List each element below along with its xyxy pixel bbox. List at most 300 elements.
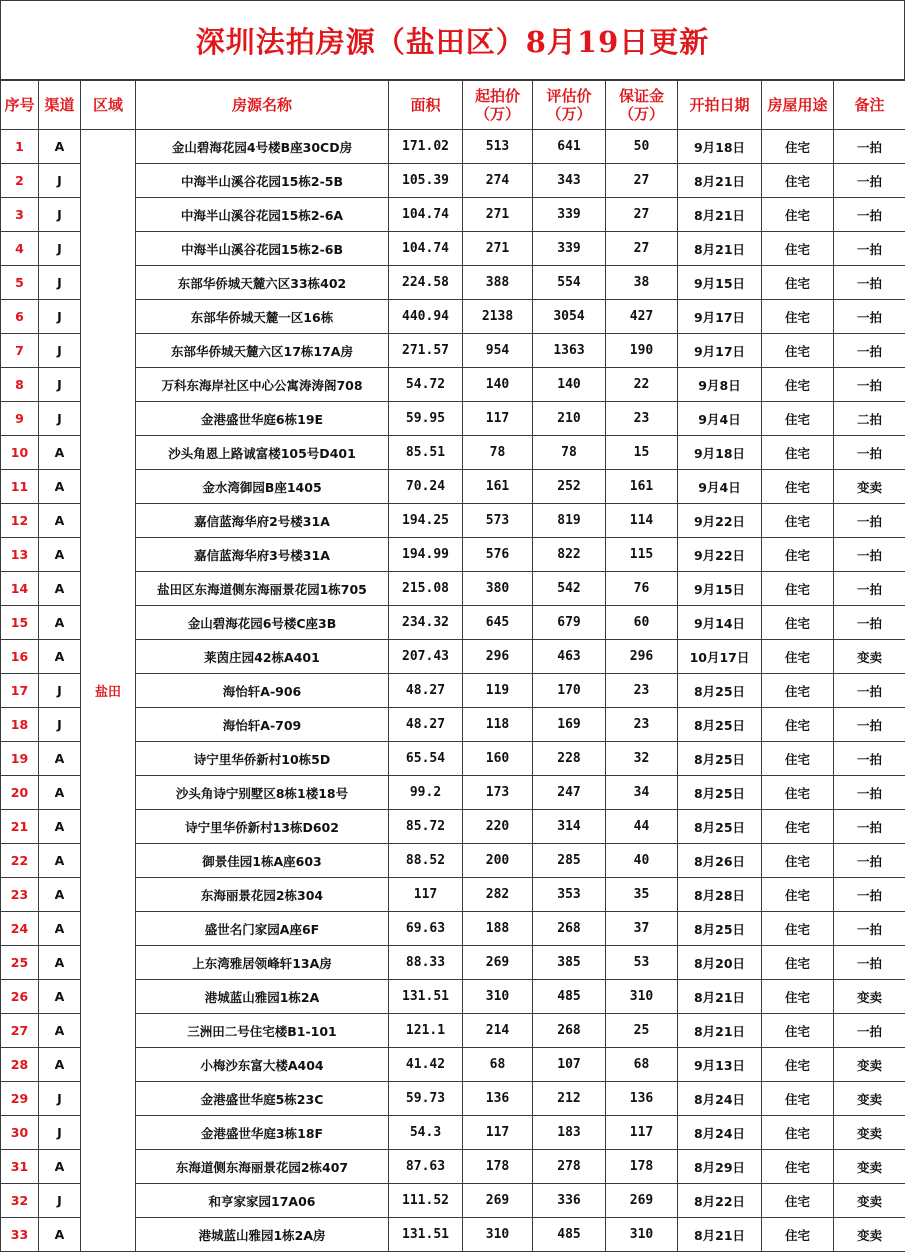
cell-no: 11 xyxy=(1,470,39,504)
cell-deposit: 310 xyxy=(606,1218,678,1252)
cell-usage: 住宅 xyxy=(762,334,834,368)
cell-eval-price: 210 xyxy=(533,402,606,436)
cell-deposit: 32 xyxy=(606,742,678,776)
cell-note: 变卖 xyxy=(834,470,905,504)
cell-usage: 住宅 xyxy=(762,674,834,708)
cell-name: 金港盛世华庭5栋23C xyxy=(136,1082,389,1116)
cell-start-price: 310 xyxy=(463,980,533,1014)
cell-channel: A xyxy=(39,504,81,538)
cell-start-price: 388 xyxy=(463,266,533,300)
cell-channel: J xyxy=(39,1116,81,1150)
cell-area: 69.63 xyxy=(389,912,463,946)
table-row xyxy=(1,300,905,334)
cell-name: 盛世名门家园A座6F xyxy=(136,912,389,946)
cell-deposit: 23 xyxy=(606,674,678,708)
table-row xyxy=(1,708,905,742)
table-row xyxy=(1,742,905,776)
cell-start-price: 117 xyxy=(463,1116,533,1150)
cell-area: 215.08 xyxy=(389,572,463,606)
cell-deposit: 178 xyxy=(606,1150,678,1184)
cell-area: 59.73 xyxy=(389,1082,463,1116)
cell-area: 85.51 xyxy=(389,436,463,470)
cell-name: 莱茵庄园42栋A401 xyxy=(136,640,389,674)
cell-name: 金山碧海花园4号楼B座30CD房 xyxy=(136,130,389,164)
cell-deposit: 296 xyxy=(606,640,678,674)
cell-date: 8月21日 xyxy=(678,232,762,266)
cell-area: 111.52 xyxy=(389,1184,463,1218)
table-row xyxy=(1,368,905,402)
cell-note: 一拍 xyxy=(834,810,905,844)
cell-eval-price: 385 xyxy=(533,946,606,980)
cell-no: 6 xyxy=(1,300,39,334)
cell-no: 29 xyxy=(1,1082,39,1116)
cell-no: 33 xyxy=(1,1218,39,1252)
cell-note: 一拍 xyxy=(834,232,905,266)
cell-usage: 住宅 xyxy=(762,1150,834,1184)
cell-name: 三洲田二号住宅楼B1-101 xyxy=(136,1014,389,1048)
cell-no: 22 xyxy=(1,844,39,878)
cell-channel: J xyxy=(39,368,81,402)
cell-no: 10 xyxy=(1,436,39,470)
listing-table xyxy=(0,80,905,1252)
cell-date: 8月22日 xyxy=(678,1184,762,1218)
cell-channel: A xyxy=(39,1014,81,1048)
cell-eval-price: 278 xyxy=(533,1150,606,1184)
cell-channel: A xyxy=(39,742,81,776)
cell-name: 金港盛世华庭6栋19E xyxy=(136,402,389,436)
cell-usage: 住宅 xyxy=(762,742,834,776)
table-row xyxy=(1,470,905,504)
cell-name: 嘉信蓝海华府3号楼31A xyxy=(136,538,389,572)
cell-usage: 住宅 xyxy=(762,810,834,844)
cell-start-price: 269 xyxy=(463,946,533,980)
cell-eval-price: 183 xyxy=(533,1116,606,1150)
cell-usage: 住宅 xyxy=(762,1014,834,1048)
table-row xyxy=(1,1014,905,1048)
cell-date: 9月22日 xyxy=(678,538,762,572)
table-row xyxy=(1,164,905,198)
cell-area: 41.42 xyxy=(389,1048,463,1082)
cell-no: 14 xyxy=(1,572,39,606)
cell-start-price: 274 xyxy=(463,164,533,198)
cell-deposit: 27 xyxy=(606,198,678,232)
cell-no: 27 xyxy=(1,1014,39,1048)
cell-eval-price: 170 xyxy=(533,674,606,708)
cell-no: 21 xyxy=(1,810,39,844)
cell-date: 9月17日 xyxy=(678,334,762,368)
cell-note: 一拍 xyxy=(834,504,905,538)
cell-start-price: 269 xyxy=(463,1184,533,1218)
cell-usage: 住宅 xyxy=(762,232,834,266)
cell-date: 9月15日 xyxy=(678,572,762,606)
cell-area: 85.72 xyxy=(389,810,463,844)
table-row xyxy=(1,980,905,1014)
table-row xyxy=(1,912,905,946)
cell-area: 87.63 xyxy=(389,1150,463,1184)
cell-name: 金港盛世华庭3栋18F xyxy=(136,1116,389,1150)
cell-note: 一拍 xyxy=(834,878,905,912)
cell-date: 8月25日 xyxy=(678,810,762,844)
cell-area: 171.02 xyxy=(389,130,463,164)
cell-usage: 住宅 xyxy=(762,436,834,470)
cell-usage: 住宅 xyxy=(762,640,834,674)
cell-district: 盐田 xyxy=(81,130,136,1252)
cell-name: 东海丽景花园2栋304 xyxy=(136,878,389,912)
cell-usage: 住宅 xyxy=(762,164,834,198)
cell-no: 16 xyxy=(1,640,39,674)
cell-area: 271.57 xyxy=(389,334,463,368)
cell-eval-price: 268 xyxy=(533,912,606,946)
cell-area: 440.94 xyxy=(389,300,463,334)
cell-note: 一拍 xyxy=(834,164,905,198)
cell-eval-price: 228 xyxy=(533,742,606,776)
cell-usage: 住宅 xyxy=(762,878,834,912)
cell-deposit: 25 xyxy=(606,1014,678,1048)
cell-deposit: 114 xyxy=(606,504,678,538)
cell-name: 海怡轩A-709 xyxy=(136,708,389,742)
cell-deposit: 34 xyxy=(606,776,678,810)
cell-eval-price: 314 xyxy=(533,810,606,844)
cell-name: 小梅沙东富大楼A404 xyxy=(136,1048,389,1082)
cell-date: 9月18日 xyxy=(678,130,762,164)
cell-area: 54.72 xyxy=(389,368,463,402)
cell-date: 9月17日 xyxy=(678,300,762,334)
cell-deposit: 161 xyxy=(606,470,678,504)
cell-usage: 住宅 xyxy=(762,470,834,504)
cell-start-price: 118 xyxy=(463,708,533,742)
cell-area: 104.74 xyxy=(389,198,463,232)
cell-eval-price: 343 xyxy=(533,164,606,198)
header-eval-price: 评估价（万） xyxy=(533,81,606,130)
cell-start-price: 78 xyxy=(463,436,533,470)
cell-note: 变卖 xyxy=(834,1116,905,1150)
cell-note: 一拍 xyxy=(834,266,905,300)
cell-no: 32 xyxy=(1,1184,39,1218)
cell-note: 一拍 xyxy=(834,436,905,470)
cell-eval-price: 463 xyxy=(533,640,606,674)
cell-channel: A xyxy=(39,1048,81,1082)
cell-eval-price: 107 xyxy=(533,1048,606,1082)
cell-start-price: 310 xyxy=(463,1218,533,1252)
cell-start-price: 161 xyxy=(463,470,533,504)
cell-eval-price: 268 xyxy=(533,1014,606,1048)
table-row xyxy=(1,946,905,980)
cell-date: 8月21日 xyxy=(678,980,762,1014)
header-district: 区域 xyxy=(81,81,136,130)
cell-note: 变卖 xyxy=(834,1150,905,1184)
cell-note: 一拍 xyxy=(834,674,905,708)
header-area: 面积 xyxy=(389,81,463,130)
cell-eval-price: 140 xyxy=(533,368,606,402)
cell-area: 224.58 xyxy=(389,266,463,300)
table-row xyxy=(1,402,905,436)
cell-usage: 住宅 xyxy=(762,912,834,946)
cell-date: 8月25日 xyxy=(678,708,762,742)
cell-deposit: 427 xyxy=(606,300,678,334)
cell-name: 港城蓝山雅园1栋2A xyxy=(136,980,389,1014)
cell-deposit: 27 xyxy=(606,164,678,198)
cell-deposit: 15 xyxy=(606,436,678,470)
cell-channel: A xyxy=(39,436,81,470)
table-row xyxy=(1,1150,905,1184)
cell-date: 8月20日 xyxy=(678,946,762,980)
cell-channel: A xyxy=(39,640,81,674)
header-deposit: 保证金（万） xyxy=(606,81,678,130)
cell-area: 121.1 xyxy=(389,1014,463,1048)
cell-area: 48.27 xyxy=(389,674,463,708)
table-row xyxy=(1,1116,905,1150)
cell-note: 一拍 xyxy=(834,198,905,232)
cell-usage: 住宅 xyxy=(762,1082,834,1116)
cell-deposit: 35 xyxy=(606,878,678,912)
cell-usage: 住宅 xyxy=(762,368,834,402)
cell-date: 9月22日 xyxy=(678,504,762,538)
cell-start-price: 188 xyxy=(463,912,533,946)
cell-start-price: 119 xyxy=(463,674,533,708)
cell-name: 东部华侨城天麓六区33栋402 xyxy=(136,266,389,300)
cell-usage: 住宅 xyxy=(762,1116,834,1150)
cell-name: 东部华侨城天麓一区16栋 xyxy=(136,300,389,334)
cell-name: 万科东海岸社区中心公寓涛涛阁708 xyxy=(136,368,389,402)
cell-channel: J xyxy=(39,1184,81,1218)
cell-start-price: 200 xyxy=(463,844,533,878)
cell-channel: J xyxy=(39,402,81,436)
cell-eval-price: 542 xyxy=(533,572,606,606)
cell-start-price: 513 xyxy=(463,130,533,164)
cell-area: 234.32 xyxy=(389,606,463,640)
cell-no: 25 xyxy=(1,946,39,980)
cell-channel: A xyxy=(39,980,81,1014)
cell-name: 金水湾御园B座1405 xyxy=(136,470,389,504)
cell-channel: A xyxy=(39,878,81,912)
cell-date: 8月21日 xyxy=(678,198,762,232)
cell-no: 7 xyxy=(1,334,39,368)
cell-start-price: 173 xyxy=(463,776,533,810)
cell-date: 8月25日 xyxy=(678,912,762,946)
header-date: 开拍日期 xyxy=(678,81,762,130)
cell-name: 中海半山溪谷花园15栋2-6A xyxy=(136,198,389,232)
cell-note: 二拍 xyxy=(834,402,905,436)
cell-deposit: 22 xyxy=(606,368,678,402)
cell-date: 8月26日 xyxy=(678,844,762,878)
cell-channel: A xyxy=(39,946,81,980)
cell-usage: 住宅 xyxy=(762,606,834,640)
cell-channel: A xyxy=(39,606,81,640)
cell-usage: 住宅 xyxy=(762,1218,834,1252)
table-row xyxy=(1,674,905,708)
cell-channel: A xyxy=(39,470,81,504)
cell-note: 一拍 xyxy=(834,538,905,572)
cell-no: 9 xyxy=(1,402,39,436)
cell-usage: 住宅 xyxy=(762,130,834,164)
cell-deposit: 115 xyxy=(606,538,678,572)
cell-eval-price: 169 xyxy=(533,708,606,742)
cell-note: 一拍 xyxy=(834,334,905,368)
cell-channel: A xyxy=(39,810,81,844)
cell-area: 194.25 xyxy=(389,504,463,538)
cell-date: 8月25日 xyxy=(678,776,762,810)
cell-no: 20 xyxy=(1,776,39,810)
cell-no: 23 xyxy=(1,878,39,912)
cell-eval-price: 1363 xyxy=(533,334,606,368)
cell-no: 5 xyxy=(1,266,39,300)
cell-eval-price: 819 xyxy=(533,504,606,538)
cell-note: 变卖 xyxy=(834,1082,905,1116)
cell-date: 8月21日 xyxy=(678,164,762,198)
cell-note: 一拍 xyxy=(834,606,905,640)
cell-deposit: 53 xyxy=(606,946,678,980)
cell-area: 104.74 xyxy=(389,232,463,266)
table-row xyxy=(1,606,905,640)
table-row xyxy=(1,130,905,164)
cell-name: 中海半山溪谷花园15栋2-6B xyxy=(136,232,389,266)
table-row xyxy=(1,198,905,232)
table-row xyxy=(1,266,905,300)
cell-name: 上东湾雅居领峰轩13A房 xyxy=(136,946,389,980)
table-header xyxy=(1,81,905,130)
cell-eval-price: 485 xyxy=(533,1218,606,1252)
cell-usage: 住宅 xyxy=(762,266,834,300)
cell-area: 70.24 xyxy=(389,470,463,504)
table-row xyxy=(1,1184,905,1218)
cell-eval-price: 252 xyxy=(533,470,606,504)
cell-note: 变卖 xyxy=(834,640,905,674)
cell-channel: J xyxy=(39,300,81,334)
cell-no: 30 xyxy=(1,1116,39,1150)
cell-deposit: 50 xyxy=(606,130,678,164)
cell-usage: 住宅 xyxy=(762,980,834,1014)
cell-date: 9月4日 xyxy=(678,470,762,504)
cell-channel: J xyxy=(39,708,81,742)
cell-usage: 住宅 xyxy=(762,572,834,606)
cell-channel: A xyxy=(39,538,81,572)
cell-date: 8月25日 xyxy=(678,674,762,708)
header-channel: 渠道 xyxy=(39,81,81,130)
cell-name: 东部华侨城天麓六区17栋17A房 xyxy=(136,334,389,368)
cell-start-price: 2138 xyxy=(463,300,533,334)
cell-note: 一拍 xyxy=(834,844,905,878)
cell-deposit: 40 xyxy=(606,844,678,878)
cell-name: 盐田区东海道侧东海丽景花园1栋705 xyxy=(136,572,389,606)
cell-start-price: 220 xyxy=(463,810,533,844)
cell-channel: J xyxy=(39,198,81,232)
cell-date: 10月17日 xyxy=(678,640,762,674)
cell-name: 御景佳园1栋A座603 xyxy=(136,844,389,878)
cell-eval-price: 247 xyxy=(533,776,606,810)
cell-no: 18 xyxy=(1,708,39,742)
cell-channel: J xyxy=(39,232,81,266)
cell-area: 105.39 xyxy=(389,164,463,198)
table-row xyxy=(1,504,905,538)
cell-eval-price: 212 xyxy=(533,1082,606,1116)
cell-area: 65.54 xyxy=(389,742,463,776)
cell-start-price: 178 xyxy=(463,1150,533,1184)
cell-channel: A xyxy=(39,844,81,878)
cell-deposit: 38 xyxy=(606,266,678,300)
cell-note: 一拍 xyxy=(834,946,905,980)
cell-date: 9月8日 xyxy=(678,368,762,402)
cell-note: 一拍 xyxy=(834,572,905,606)
cell-usage: 住宅 xyxy=(762,300,834,334)
cell-deposit: 60 xyxy=(606,606,678,640)
table-row xyxy=(1,878,905,912)
cell-deposit: 269 xyxy=(606,1184,678,1218)
cell-area: 207.43 xyxy=(389,640,463,674)
cell-date: 8月24日 xyxy=(678,1116,762,1150)
cell-eval-price: 78 xyxy=(533,436,606,470)
header-no: 序号 xyxy=(1,81,39,130)
cell-note: 一拍 xyxy=(834,300,905,334)
cell-deposit: 23 xyxy=(606,402,678,436)
cell-date: 8月24日 xyxy=(678,1082,762,1116)
cell-start-price: 117 xyxy=(463,402,533,436)
table-row xyxy=(1,776,905,810)
cell-note: 一拍 xyxy=(834,708,905,742)
cell-area: 59.95 xyxy=(389,402,463,436)
cell-no: 15 xyxy=(1,606,39,640)
cell-no: 12 xyxy=(1,504,39,538)
cell-date: 8月21日 xyxy=(678,1218,762,1252)
cell-date: 9月14日 xyxy=(678,606,762,640)
cell-name: 港城蓝山雅园1栋2A房 xyxy=(136,1218,389,1252)
cell-note: 变卖 xyxy=(834,980,905,1014)
cell-eval-price: 339 xyxy=(533,198,606,232)
cell-start-price: 214 xyxy=(463,1014,533,1048)
cell-name: 金山碧海花园6号楼C座3B xyxy=(136,606,389,640)
cell-deposit: 37 xyxy=(606,912,678,946)
cell-note: 一拍 xyxy=(834,776,905,810)
cell-no: 31 xyxy=(1,1150,39,1184)
cell-date: 8月28日 xyxy=(678,878,762,912)
cell-eval-price: 285 xyxy=(533,844,606,878)
cell-deposit: 27 xyxy=(606,232,678,266)
cell-date: 8月25日 xyxy=(678,742,762,776)
cell-start-price: 271 xyxy=(463,232,533,266)
cell-deposit: 23 xyxy=(606,708,678,742)
cell-channel: A xyxy=(39,1218,81,1252)
cell-usage: 住宅 xyxy=(762,776,834,810)
cell-no: 17 xyxy=(1,674,39,708)
cell-note: 一拍 xyxy=(834,1014,905,1048)
cell-name: 东海道侧东海丽景花园2栋407 xyxy=(136,1150,389,1184)
cell-name: 诗宁里华侨新村13栋D602 xyxy=(136,810,389,844)
cell-start-price: 296 xyxy=(463,640,533,674)
cell-note: 变卖 xyxy=(834,1218,905,1252)
cell-note: 变卖 xyxy=(834,1048,905,1082)
cell-usage: 住宅 xyxy=(762,708,834,742)
table-row xyxy=(1,640,905,674)
cell-deposit: 76 xyxy=(606,572,678,606)
cell-deposit: 136 xyxy=(606,1082,678,1116)
cell-channel: A xyxy=(39,1150,81,1184)
cell-start-price: 68 xyxy=(463,1048,533,1082)
cell-start-price: 380 xyxy=(463,572,533,606)
header-note: 备注 xyxy=(834,81,905,130)
cell-name: 海怡轩A-906 xyxy=(136,674,389,708)
cell-area: 88.52 xyxy=(389,844,463,878)
cell-area: 117 xyxy=(389,878,463,912)
cell-usage: 住宅 xyxy=(762,844,834,878)
header-name: 房源名称 xyxy=(136,81,389,130)
cell-note: 一拍 xyxy=(834,130,905,164)
header-start-price: 起拍价（万） xyxy=(463,81,533,130)
cell-name: 嘉信蓝海华府2号楼31A xyxy=(136,504,389,538)
cell-deposit: 190 xyxy=(606,334,678,368)
cell-no: 1 xyxy=(1,130,39,164)
table-row xyxy=(1,1048,905,1082)
cell-eval-price: 485 xyxy=(533,980,606,1014)
cell-no: 8 xyxy=(1,368,39,402)
